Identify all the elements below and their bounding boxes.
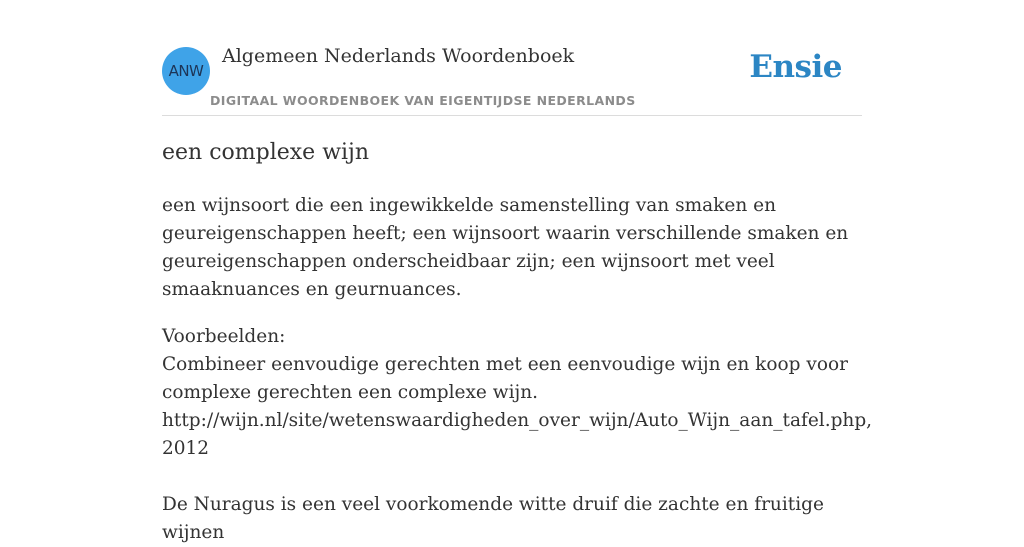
site-header <box>162 0 862 116</box>
example-spacer <box>162 463 862 491</box>
site-title[interactable]: Algemeen Nederlands Woordenboek <box>222 45 575 67</box>
site-subtitle: DIGITAAL WOORDENBOEK VAN EIGENTIJDSE NEDERLANDS <box>210 93 636 108</box>
example-text: Combineer eenvoudige gerechten met een eenvoudige wijn en koop voor complexe gerechten een complexe wijn. <box>162 354 848 403</box>
entry-term: een complexe wijn <box>162 140 370 165</box>
examples-section <box>162 323 873 547</box>
ensie-brand-logo[interactable]: Ensie <box>749 49 842 85</box>
entry-definition: een wijnsoort die een ingewikkelde samenstelling van smaken en geureigenschappen heeft; een wijnsoort waarin verschillende smaken en geureigenschappen onderscheidbaar zijn; een wijnsoort met veel smaaknuances en geurnuances. <box>162 195 849 300</box>
example-text: De Nuragus is een veel voorkomende witte druif die zachte en fruitige wijnen <box>162 494 824 543</box>
anw-logo[interactable] <box>162 47 210 95</box>
content-column <box>162 0 873 543</box>
example-source: http://wijn.nl/site/wetenswaardigheden_over_wijn/Auto_Wijn_aan_tafel.php, 2012 <box>162 410 873 459</box>
examples-label: Voorbeelden: <box>162 326 286 347</box>
anw-logo-text: ANW <box>168 62 204 80</box>
